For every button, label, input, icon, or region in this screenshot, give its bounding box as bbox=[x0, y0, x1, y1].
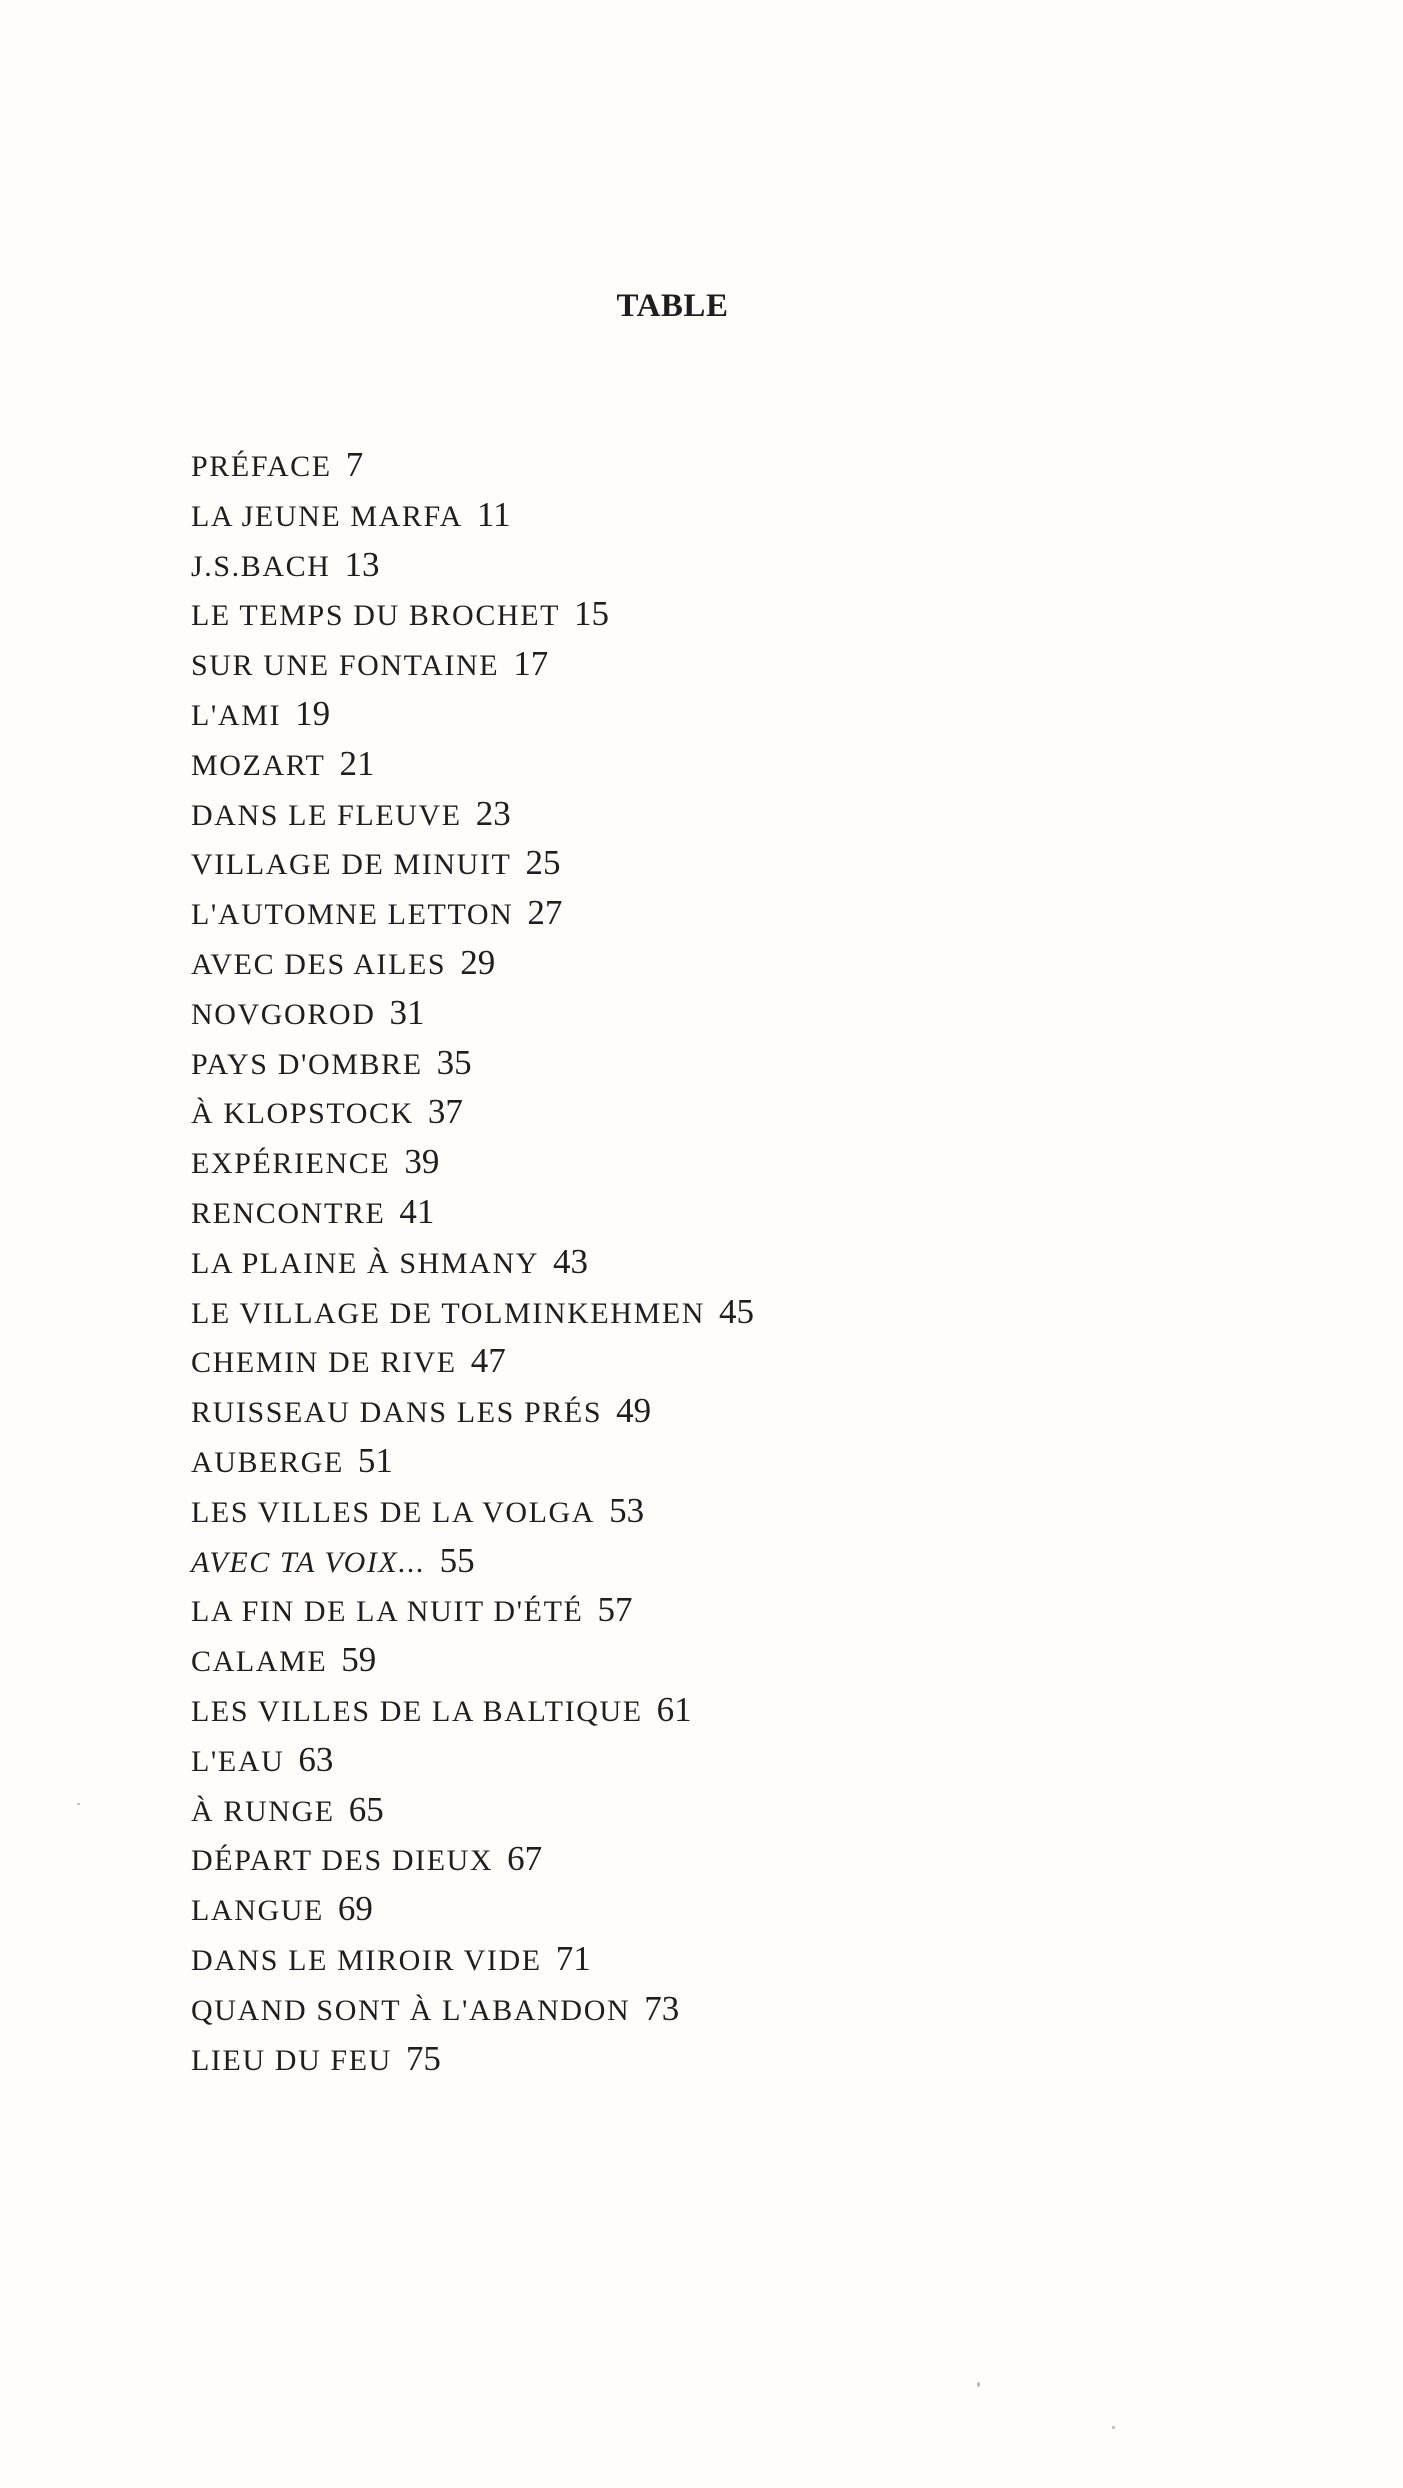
toc-entry-title: NOVGOROD bbox=[191, 997, 376, 1031]
toc-entry-page-number: 75 bbox=[405, 2038, 441, 2078]
paper-speck bbox=[1112, 2426, 1115, 2429]
toc-entry-page-number: 19 bbox=[295, 693, 331, 733]
toc-entry-title: DÉPART DES DIEUX bbox=[191, 1844, 494, 1878]
toc-entry bbox=[191, 1237, 754, 1287]
toc-entry-page-number: 71 bbox=[555, 1938, 591, 1978]
toc-entry bbox=[191, 1187, 754, 1237]
toc-entry-page-number: 35 bbox=[436, 1042, 472, 1082]
toc-entry-page-number: 47 bbox=[470, 1341, 506, 1381]
toc-entry-page-number: 11 bbox=[476, 494, 511, 534]
toc-entry bbox=[191, 1087, 754, 1137]
toc-entry bbox=[191, 440, 754, 490]
toc-entry bbox=[191, 1287, 754, 1337]
toc-entry-page-number: 67 bbox=[507, 1839, 543, 1879]
toc-entry bbox=[191, 2034, 754, 2084]
toc-entry-title: LA PLAINE À SHMANY bbox=[191, 1246, 539, 1280]
toc-entry bbox=[191, 888, 754, 938]
toc-entry bbox=[191, 789, 754, 839]
toc-entry bbox=[191, 1785, 754, 1835]
toc-entry-title: RUISSEAU DANS LES PRÉS bbox=[191, 1396, 603, 1430]
toc-entry bbox=[191, 1834, 754, 1884]
toc-entry bbox=[191, 1386, 754, 1436]
toc-entry-page-number: 13 bbox=[344, 544, 380, 584]
toc-entry-page-number: 51 bbox=[357, 1440, 393, 1480]
toc-entry-page-number: 25 bbox=[525, 843, 561, 883]
toc-entry-page-number: 73 bbox=[644, 1988, 680, 2028]
toc-entry-page-number: 49 bbox=[616, 1391, 652, 1431]
toc-entry-page-number: 37 bbox=[427, 1092, 463, 1132]
toc-entry-title: PAYS D'OMBRE bbox=[191, 1047, 423, 1081]
toc-entry bbox=[191, 540, 754, 590]
toc-entry bbox=[191, 1884, 754, 1934]
toc-entry-page-number: 63 bbox=[298, 1739, 334, 1779]
toc-entry-page-number: 21 bbox=[339, 743, 375, 783]
toc-entry bbox=[191, 739, 754, 789]
toc-entry-title: DANS LE FLEUVE bbox=[191, 798, 462, 832]
toc-entry-page-number: 45 bbox=[719, 1291, 755, 1331]
toc-entry-title: RENCONTRE bbox=[191, 1196, 386, 1230]
paper-speck bbox=[977, 2382, 980, 2387]
toc-entry-title: VILLAGE DE MINUIT bbox=[191, 848, 512, 882]
toc-entry bbox=[191, 938, 754, 988]
toc-entry bbox=[191, 589, 754, 639]
toc-entry-title: AVEC TA VOIX... bbox=[191, 1545, 426, 1579]
toc-entry-page-number: 69 bbox=[337, 1889, 373, 1929]
toc-entry-page-number: 43 bbox=[552, 1241, 588, 1281]
toc-entry-page-number: 31 bbox=[389, 992, 425, 1032]
toc-entry bbox=[191, 838, 754, 888]
toc-entry bbox=[191, 1486, 754, 1536]
toc-entry-title: LE VILLAGE DE TOLMINKEHMEN bbox=[191, 1296, 706, 1330]
toc-entry-title: LANGUE bbox=[191, 1894, 324, 1928]
toc-entry bbox=[191, 988, 754, 1038]
toc-entry-page-number: 15 bbox=[574, 594, 610, 634]
toc-entry-page-number: 7 bbox=[345, 445, 364, 484]
toc-entry-page-number: 27 bbox=[527, 893, 563, 933]
toc-entry-title: LIEU DU FEU bbox=[191, 2043, 392, 2077]
table-of-contents bbox=[191, 440, 754, 2083]
toc-entry-title: MOZART bbox=[191, 748, 326, 782]
toc-entry-title: LA FIN DE LA NUIT D'ÉTÉ bbox=[191, 1595, 584, 1629]
toc-entry bbox=[191, 639, 754, 689]
paper-speck bbox=[77, 1803, 80, 1805]
toc-entry-title: CHEMIN DE RIVE bbox=[191, 1346, 457, 1380]
toc-entry-title: J.S.BACH bbox=[191, 549, 331, 583]
toc-entry bbox=[191, 1336, 754, 1386]
toc-entry-title: AVEC DES AILES bbox=[191, 947, 447, 981]
toc-entry bbox=[191, 1585, 754, 1635]
toc-entry bbox=[191, 1436, 754, 1486]
toc-entry-page-number: 41 bbox=[399, 1191, 435, 1231]
toc-entry-page-number: 61 bbox=[656, 1689, 692, 1729]
toc-entry-page-number: 55 bbox=[439, 1540, 475, 1580]
toc-entry-title: CALAME bbox=[191, 1645, 328, 1679]
toc-entry-title: DANS LE MIROIR VIDE bbox=[191, 1943, 542, 1977]
toc-entry-page-number: 57 bbox=[597, 1590, 633, 1630]
toc-entry-page-number: 17 bbox=[513, 644, 549, 684]
toc-entry-title: L'AUTOMNE LETTON bbox=[191, 898, 514, 932]
toc-entry bbox=[191, 689, 754, 739]
toc-entry-title: À KLOPSTOCK bbox=[191, 1097, 414, 1131]
toc-entry bbox=[191, 1984, 754, 2034]
toc-entry-title: L'EAU bbox=[191, 1744, 285, 1778]
toc-entry-title: LES VILLES DE LA VOLGA bbox=[191, 1495, 596, 1529]
toc-entry-page-number: 59 bbox=[341, 1640, 377, 1680]
toc-entry bbox=[191, 1635, 754, 1685]
toc-entry-title: À RUNGE bbox=[191, 1794, 335, 1828]
toc-entry-title: AUBERGE bbox=[191, 1445, 344, 1479]
toc-entry bbox=[191, 1735, 754, 1785]
toc-entry-title: SUR UNE FONTAINE bbox=[191, 649, 500, 683]
toc-entry bbox=[191, 1934, 754, 1984]
toc-entry bbox=[191, 1137, 754, 1187]
toc-entry bbox=[191, 1685, 754, 1735]
toc-entry-title: QUAND SONT À L'ABANDON bbox=[191, 1993, 631, 2027]
toc-entry-page-number: 29 bbox=[460, 942, 496, 982]
page-title: TABLE bbox=[616, 288, 729, 325]
toc-entry bbox=[191, 1536, 754, 1586]
toc-entry-title: LA JEUNE MARFA bbox=[191, 499, 463, 533]
toc-entry-page-number: 23 bbox=[475, 793, 511, 833]
toc-entry bbox=[191, 1038, 754, 1088]
toc-entry-page-number: 39 bbox=[404, 1142, 440, 1182]
toc-entry-title: EXPÉRIENCE bbox=[191, 1147, 391, 1181]
toc-entry-title: LE TEMPS DU BROCHET bbox=[191, 599, 561, 633]
toc-entry-title: PRÉFACE bbox=[191, 450, 332, 483]
toc-entry-page-number: 65 bbox=[348, 1789, 384, 1829]
toc-entry-page-number: 53 bbox=[609, 1490, 645, 1530]
toc-entry bbox=[191, 490, 754, 540]
toc-entry-title: L'AMI bbox=[191, 698, 282, 732]
toc-entry-title: LES VILLES DE LA BALTIQUE bbox=[191, 1694, 643, 1728]
